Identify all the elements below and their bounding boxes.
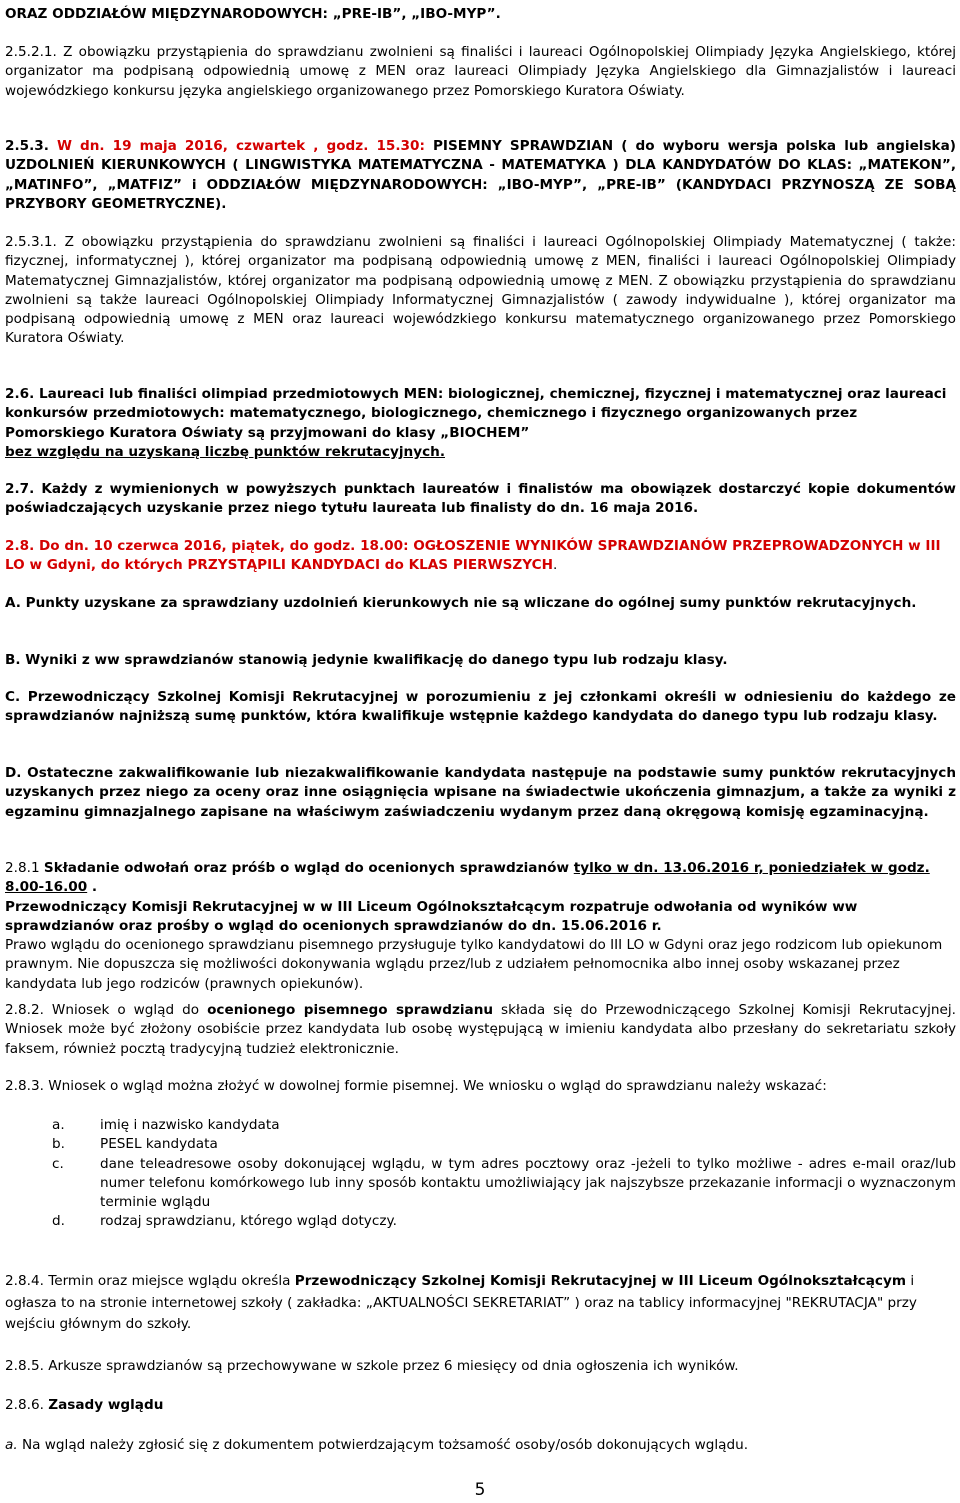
paragraph-2-5-3-1: 2.5.3.1. Z obowiązku przystąpienia do sprawdzianu zwolnieni są finaliści i laureaci Ogólnopolskiej Olimpiady Matematycznej ( także: fizycznej, informatycznej ), której organizator ma podpisaną odpowiednią umowę z MEN, finaliści i laureaci Ogólnopolskiej Olimpiady Matematycznej Gimnazjalistów, której organizator ma podpisaną odpowiednią umowę z MEN. Z obowiązku przystąpienia do sprawdzianu zwolnieni są także laureaci Ogólnopolskiej Olimpiady Informatycznej Gimnazjalistów ( zawody indywidualne ), której organizator ma podpisaną odpowiednią umowę z MEN oraz laureaci wojewódzkiego konkursu matematycznego organizowanego przez Pomorskiego Kuratora Oświaty. bbox=[5, 234, 956, 347]
paragraph-2-8-4: 2.8.4. Termin oraz miejsce wglądu określa Przewodniczący Szkolnej Komisji Rekrutacyjnej w III Liceum Ogólnokształcącym i ogłasza to na stronie internetowej szkoły ( zakładka: „AKTUALNOŚCI SEKRETARIAT” ) oraz na tablicy informacyjnej "REKRUTACJA" przy wejściu głównym do szkoły. bbox=[5, 1273, 917, 1332]
list-item: c. dane teleadresowe osoby dokonującej wglądu, w tym adres pocztowy oraz -jeżeli to tylko możliwe - adres e-mail oraz/lub numer telefonu komórkowego lub inny sposób kontaktu umożliwiający jak najszybsze przekazanie informacji o wyznaczonym terminie wglądu bbox=[52, 1155, 956, 1211]
paragraph-2-8-3: 2.8.3. Wniosek o wgląd można złożyć w dowolnej formie pisemnej. We wniosku o wgląd do sprawdzianu należy wskazać: bbox=[5, 1078, 827, 1094]
paragraph-D: D. Ostateczne zakwalifikowanie lub niezakwalifikowanie kandydata następuje na podstawie sumy punktów rekrutacyjnych uzyskanych przez niego za oceny oraz inne osiągnięcia wpisane na świadectwie ukończenia gimnazjum, a także za wyniki z egzaminu gimnazjalnego zapisane na właściwym zaświadczeniu wydanym przez daną okręgową komisję egzaminacyjną. bbox=[5, 765, 956, 820]
paragraph-2-6: 2.6. Laureaci lub finaliści olimpiad przedmiotowych MEN: biologicznej, chemicznej, fizycznej i matematycznej oraz laureaci konkursów przedmiotowych: matematycznego, biologicznego, chemicznego i fizycznego organizowanych przez Pomorskiego Kuratora Oświaty są przyjmowani do klasy „BIOCHEM” bez względu na uzyskaną liczbę punktów rekrutacyjnych. bbox=[5, 386, 947, 460]
wniosek-list bbox=[5, 1116, 956, 1232]
paragraph-2-8-1: 2.8.1 Składanie odwołań oraz próśb o wgląd do ocenionych sprawdzianów tylko w dn. 13.06.2016 r, poniedziałek w godz. 8.00-16.00 . Przewodniczący Komisji Rekrutacyjnej w w III Liceum Ogólnokształcącym rozpatruje odwołania od wyników ww sprawdzianów oraz prośby o wgląd do ocenionych sprawdzianów do dn. 15.06.2016 r. Prawo wglądu do ocenionego sprawdzianu pisemnego przysługuje tylko kandydatowi do III LO w Gdyni oraz jego rodzicom lub opiekunom prawnym. Nie dopuszcza się możliwości dokonywania wglądu przez/lub z udziałem pełnomocnika albo innej osoby wskazanej przez kandydata lub jego rodziców (prawnych opiekunów). bbox=[5, 860, 943, 992]
paragraph-2-8-2: 2.8.2. Wniosek o wgląd do ocenionego pisemnego sprawdzianu składa się do Przewodniczącego Szkolnej Komisji Rekrutacyjnej. Wniosek może być złożony osobiście przez kandydata lub osobę występującą w imieniu kandydata albo przesłany do sekretariatu szkoły faksem, również pocztą tradycyjną tudzież elektronicznie. bbox=[5, 1002, 956, 1057]
paragraph-zasady-a: a. Na wgląd należy zgłosić się z dokumentem potwierdzającym tożsamość osoby/osób dokonujących wglądu. bbox=[5, 1437, 749, 1453]
paragraph-C: C. Przewodniczący Szkolnej Komisji Rekrutacyjnej w porozumieniu z jej członkami określi w odniesieniu do każdego ze sprawdzianów najniższą sumę punktów, która kwalifikuje wstępnie każdego kandydata do danego typu lub rodzaju klasy. bbox=[5, 689, 956, 725]
paragraph-2-5-2-1: 2.5.2.1. Z obowiązku przystąpienia do sprawdzianu zwolnieni są finaliści i laureaci Ogólnopolskiej Olimpiady Języka Angielskiego, której organizator ma podpisaną odpowiednią umowę z MEN oraz laureaci Olimpiady Języka Angielskiego dla Gimnazjalistów i laureaci wojewódzkiego konkursu języka angielskiego organizowanego przez Pomorskiego Kuratora Oświaty. bbox=[5, 44, 956, 99]
list-item: d. rodzaj sprawdzianu, którego wgląd dotyczy. bbox=[52, 1213, 397, 1230]
paragraph-2-8-6: 2.8.6. Zasady wglądu bbox=[5, 1397, 164, 1413]
paragraph-2-8-5: 2.8.5. Arkusze sprawdzianów są przechowywane w szkole przez 6 miesięcy od dnia ogłoszenia ich wyników. bbox=[5, 1358, 739, 1374]
paragraph-2-8: 2.8. Do dn. 10 czerwca 2016, piątek, do godz. 18.00: OGŁOSZENIE WYNIKÓW SPRAWDZIANÓW PRZEPROWADZONYCH w III LO w Gdyni, do których PRZYSTĄPILI KANDYDACI do KLAS PIERWSZYCH. bbox=[5, 538, 941, 574]
list-item: b. PESEL kandydata bbox=[52, 1136, 218, 1153]
paragraph-A: A. Punkty uzyskane za sprawdziany uzdolnień kierunkowych nie są wliczane do ogólnej sumy punktów rekrutacyjnych. bbox=[5, 595, 917, 611]
paragraph-2-5-3: 2.5.3. W dn. 19 maja 2016, czwartek , godz. 15.30: PISEMNY SPRAWDZIAN ( do wyboru wersja polska lub angielska) UZDOLNIEŃ KIERUNKOWYCH ( LINGWISTYKA MATEMATYCZNA - MATEMATYKA ) DLA KANDYDATÓW DO KLAS: „MATEKON”, „MATINFO”, „MATFIZ” i ODDZIAŁÓW MIĘDZYNARODOWYCH: „IBO-MYP”, „PRE-IB” (KANDYDACI PRZYNOSZĄ ZE SOBĄ PRZYBORY GEOMETRYCZNE). bbox=[5, 138, 956, 212]
list-item: a. imię i nazwisko kandydata bbox=[52, 1117, 280, 1133]
paragraph-2-7: 2.7. Każdy z wymienionych w powyższych punktach laureatów i finalistów ma obowiązek dostarczyć kopie dokumentów poświadczających uzyskanie przez niego tytułu laureata lub finalisty do dn. 16 maja 2016. bbox=[5, 481, 956, 517]
paragraph-B: B. Wyniki z ww sprawdzianów stanowią jedynie kwalifikację do danego typu lub rodzaju klasy. bbox=[5, 652, 728, 668]
page-number: 5 bbox=[474, 1480, 486, 1500]
section-heading: ORAZ ODDZIAŁÓW MIĘDZYNARODOWYCH: „PRE-IB”, „IBO-MYP”. bbox=[5, 6, 501, 22]
